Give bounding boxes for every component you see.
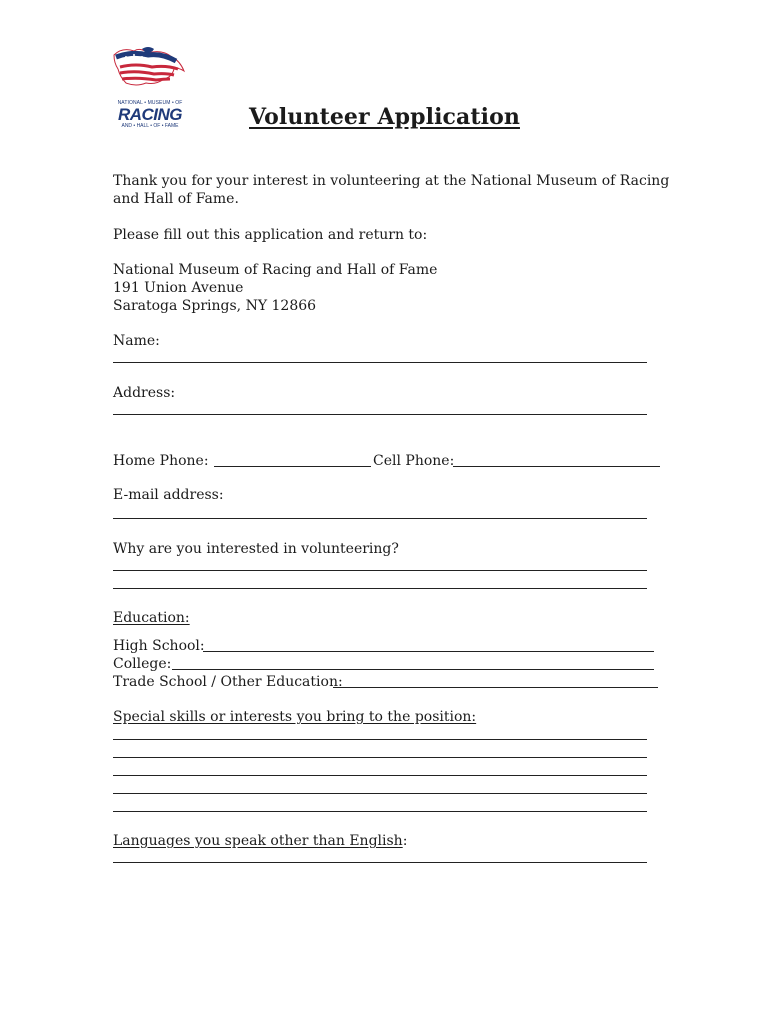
languages-heading: Languages you speak other than English bbox=[113, 833, 403, 849]
museum-logo bbox=[112, 45, 188, 131]
address-line-2: 191 Union Avenue bbox=[113, 280, 244, 296]
skills-line-5[interactable] bbox=[113, 811, 647, 812]
languages-field[interactable] bbox=[113, 862, 647, 863]
college-label: College: bbox=[113, 656, 172, 672]
name-label: Name: bbox=[113, 333, 160, 349]
home-phone-field[interactable] bbox=[214, 466, 371, 467]
college-field[interactable] bbox=[172, 669, 654, 670]
trade-school-field[interactable] bbox=[333, 687, 658, 688]
email-field[interactable] bbox=[113, 518, 647, 519]
trade-school-label: Trade School / Other Education: bbox=[113, 674, 343, 690]
flag-horse-icon bbox=[112, 45, 188, 101]
skills-line-3[interactable] bbox=[113, 775, 647, 776]
high-school-label: High School: bbox=[113, 638, 205, 654]
why-volunteer-label: Why are you interested in volunteering? bbox=[113, 541, 399, 557]
address-line-1: National Museum of Racing and Hall of Fame bbox=[113, 262, 438, 278]
skills-heading: Special skills or interests you bring to the position: bbox=[113, 709, 477, 725]
intro-line-2: and Hall of Fame. bbox=[113, 191, 239, 207]
skills-line-4[interactable] bbox=[113, 793, 647, 794]
high-school-field[interactable] bbox=[203, 651, 654, 652]
cell-phone-field[interactable] bbox=[453, 466, 660, 467]
instruction-text: Please fill out this application and return to: bbox=[113, 227, 428, 243]
page-title: Volunteer Application bbox=[249, 104, 520, 130]
logo-bottom-text: AND • HALL • OF • FAME bbox=[121, 123, 179, 129]
name-field[interactable] bbox=[113, 362, 647, 363]
skills-line-2[interactable] bbox=[113, 757, 647, 758]
address-label: Address: bbox=[113, 385, 176, 401]
home-phone-label: Home Phone: bbox=[113, 453, 209, 469]
address-line-3: Saratoga Springs, NY 12866 bbox=[113, 298, 317, 314]
cell-phone-label: Cell Phone: bbox=[373, 453, 455, 469]
skills-line-1[interactable] bbox=[113, 739, 647, 740]
logo-top-text: NATIONAL • MUSEUM • OF bbox=[117, 100, 183, 106]
intro-line-1: Thank you for your interest in volunteering at the National Museum of Racing bbox=[113, 173, 670, 189]
why-volunteer-line-2[interactable] bbox=[113, 588, 647, 589]
education-heading: Education: bbox=[113, 610, 190, 626]
logo-main-text: RACING bbox=[117, 105, 183, 124]
address-field[interactable] bbox=[113, 414, 647, 415]
why-volunteer-line-1[interactable] bbox=[113, 570, 647, 571]
languages-label bbox=[113, 832, 407, 850]
email-label: E-mail address: bbox=[113, 487, 224, 503]
languages-colon: : bbox=[402, 833, 408, 849]
